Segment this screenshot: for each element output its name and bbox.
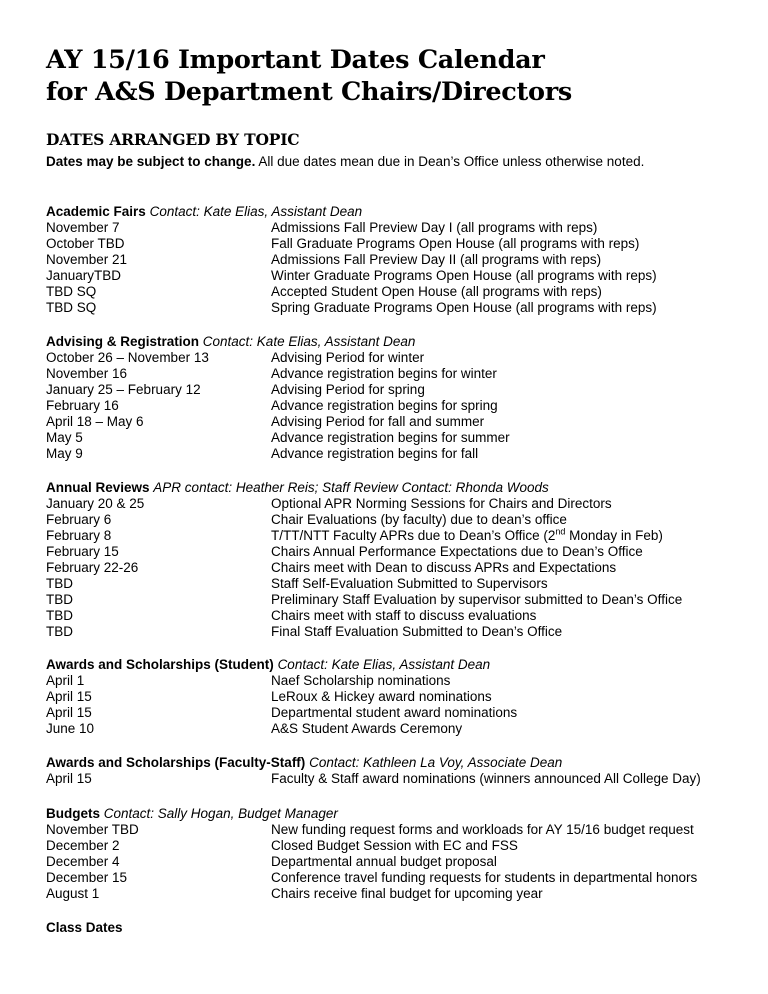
row-date: January 20 & 25 bbox=[46, 496, 145, 511]
section-heading bbox=[46, 657, 746, 673]
date-row bbox=[46, 220, 746, 236]
section-contact: Contact: Kate Elias, Assistant Dean bbox=[277, 657, 491, 672]
row-date: April 15 bbox=[46, 771, 92, 786]
section-awards-faculty-staff bbox=[46, 755, 746, 787]
row-event: Advance registration begins for spring bbox=[271, 398, 498, 413]
date-row bbox=[46, 854, 746, 870]
date-row bbox=[46, 689, 746, 705]
date-row bbox=[46, 705, 746, 721]
section-contact: Contact: Kate Elias, Assistant Dean bbox=[149, 204, 363, 219]
date-row bbox=[46, 838, 746, 854]
date-row bbox=[46, 512, 746, 528]
title-line-1: AY 15/16 Important Dates Calendar bbox=[46, 45, 545, 75]
section-title: Awards and Scholarships (Faculty-Staff) bbox=[46, 755, 306, 770]
row-date: TBD SQ bbox=[46, 300, 97, 315]
row-date: TBD bbox=[46, 592, 73, 607]
section-heading bbox=[46, 806, 746, 822]
disclaimer-note bbox=[46, 154, 644, 169]
row-date: TBD SQ bbox=[46, 284, 97, 299]
date-row bbox=[46, 528, 746, 544]
row-event: Fall Graduate Programs Open House (all programs with reps) bbox=[271, 236, 640, 251]
disclaimer-text: All due dates mean due in Dean’s Office unless otherwise noted. bbox=[258, 154, 645, 169]
row-date: December 2 bbox=[46, 838, 120, 853]
date-row bbox=[46, 398, 746, 414]
row-date: August 1 bbox=[46, 886, 100, 901]
row-date: TBD bbox=[46, 608, 73, 623]
row-event: Advising Period for spring bbox=[271, 382, 425, 397]
row-event: Optional APR Norming Sessions for Chairs and Directors bbox=[271, 496, 612, 511]
page-title bbox=[46, 44, 572, 108]
row-date: April 15 bbox=[46, 689, 92, 704]
date-row bbox=[46, 236, 746, 252]
row-event: A&S Student Awards Ceremony bbox=[271, 721, 463, 736]
row-event: Accepted Student Open House (all programs with reps) bbox=[271, 284, 602, 299]
row-date: February 8 bbox=[46, 528, 112, 543]
row-event: Conference travel funding requests for students in departmental honors bbox=[271, 870, 698, 885]
row-event: LeRoux & Hickey award nominations bbox=[271, 689, 492, 704]
section-heading bbox=[46, 920, 746, 936]
section-subheading: DATES ARRANGED BY TOPIC bbox=[46, 130, 300, 149]
row-event: Admissions Fall Preview Day I (all programs with reps) bbox=[271, 220, 598, 235]
row-event: New funding request forms and workloads for AY 15/16 budget request bbox=[271, 822, 694, 837]
section-heading bbox=[46, 755, 746, 771]
section-annual-reviews bbox=[46, 480, 746, 640]
section-heading bbox=[46, 204, 746, 220]
date-row bbox=[46, 382, 746, 398]
row-event: Chairs meet with staff to discuss evaluations bbox=[271, 608, 537, 623]
ordinal-suffix: nd bbox=[555, 526, 566, 537]
row-date: February 22-26 bbox=[46, 560, 139, 575]
row-event: Preliminary Staff Evaluation by supervisor submitted to Dean’s Office bbox=[271, 592, 683, 607]
section-contact: APR contact: Heather Reis; Staff Review Contact: Rhonda Woods bbox=[153, 480, 549, 495]
row-event: Winter Graduate Programs Open House (all programs with reps) bbox=[271, 268, 657, 283]
row-event: Advance registration begins for winter bbox=[271, 366, 497, 381]
row-date: May 9 bbox=[46, 446, 83, 461]
date-row bbox=[46, 592, 746, 608]
section-budgets bbox=[46, 806, 746, 902]
date-row bbox=[46, 300, 746, 316]
row-event bbox=[271, 528, 663, 544]
row-date: November 21 bbox=[46, 252, 128, 267]
row-event: Departmental student award nominations bbox=[271, 705, 518, 720]
section-awards-student bbox=[46, 657, 746, 737]
row-event: Chairs receive final budget for upcoming year bbox=[271, 886, 543, 901]
section-class-dates bbox=[46, 920, 746, 936]
date-row bbox=[46, 414, 746, 430]
section-contact: Contact: Sally Hogan, Budget Manager bbox=[103, 806, 338, 821]
section-contact: Contact: Kate Elias, Assistant Dean bbox=[202, 334, 416, 349]
row-event-text: T/TT/NTT Faculty APRs due to Dean’s Office (2 bbox=[271, 528, 556, 543]
date-row bbox=[46, 822, 746, 838]
date-row bbox=[46, 576, 746, 592]
section-advising-registration bbox=[46, 334, 746, 462]
date-row bbox=[46, 496, 746, 512]
row-date: January 25 – February 12 bbox=[46, 382, 201, 397]
section-academic-fairs bbox=[46, 204, 746, 316]
row-event: Final Staff Evaluation Submitted to Dean’s Office bbox=[271, 624, 563, 639]
row-date: April 15 bbox=[46, 705, 92, 720]
row-date: JanuaryTBD bbox=[46, 268, 122, 283]
row-date: April 1 bbox=[46, 673, 85, 688]
date-row bbox=[46, 268, 746, 284]
row-event: Staff Self-Evaluation Submitted to Supervisors bbox=[271, 576, 548, 591]
date-row bbox=[46, 284, 746, 300]
date-row bbox=[46, 771, 746, 787]
row-date: June 10 bbox=[46, 721, 95, 736]
row-date: November TBD bbox=[46, 822, 139, 837]
row-date: November 7 bbox=[46, 220, 120, 235]
date-row bbox=[46, 608, 746, 624]
section-title: Class Dates bbox=[46, 920, 123, 935]
section-title: Awards and Scholarships (Student) bbox=[46, 657, 274, 672]
row-event: Naef Scholarship nominations bbox=[271, 673, 451, 688]
row-event: Departmental annual budget proposal bbox=[271, 854, 497, 869]
row-event: Admissions Fall Preview Day II (all programs with reps) bbox=[271, 252, 602, 267]
date-row bbox=[46, 430, 746, 446]
date-row bbox=[46, 624, 746, 640]
row-date: December 15 bbox=[46, 870, 128, 885]
row-date: TBD bbox=[46, 576, 73, 591]
row-event: Advising Period for winter bbox=[271, 350, 425, 365]
section-title: Budgets bbox=[46, 806, 100, 821]
date-row bbox=[46, 252, 746, 268]
row-date: November 16 bbox=[46, 366, 128, 381]
row-date: April 18 – May 6 bbox=[46, 414, 144, 429]
title-line-2: for A&S Department Chairs/Directors bbox=[46, 77, 572, 107]
row-event: Advance registration begins for summer bbox=[271, 430, 510, 445]
row-date: October 26 – November 13 bbox=[46, 350, 209, 365]
row-date: December 4 bbox=[46, 854, 120, 869]
row-event: Advising Period for fall and summer bbox=[271, 414, 485, 429]
section-contact: Contact: Kathleen La Voy, Associate Dean bbox=[309, 755, 563, 770]
row-event-text: Monday in Feb) bbox=[565, 528, 663, 543]
row-date: February 16 bbox=[46, 398, 119, 413]
row-event: Chairs Annual Performance Expectations due to Dean’s Office bbox=[271, 544, 643, 559]
date-row bbox=[46, 560, 746, 576]
row-event: Chairs meet with Dean to discuss APRs and Expectations bbox=[271, 560, 617, 575]
row-event: Chair Evaluations (by faculty) due to dean’s office bbox=[271, 512, 567, 527]
row-date: February 15 bbox=[46, 544, 119, 559]
date-row bbox=[46, 721, 746, 737]
row-event: Faculty & Staff award nominations (winners announced All College Day) bbox=[271, 771, 701, 786]
date-row bbox=[46, 350, 746, 366]
row-date: February 6 bbox=[46, 512, 112, 527]
date-row bbox=[46, 870, 746, 886]
row-date: October TBD bbox=[46, 236, 125, 251]
row-date: TBD bbox=[46, 624, 73, 639]
row-event: Advance registration begins for fall bbox=[271, 446, 479, 461]
date-row bbox=[46, 544, 746, 560]
date-row bbox=[46, 366, 746, 382]
date-row bbox=[46, 446, 746, 462]
section-heading bbox=[46, 480, 746, 496]
date-row bbox=[46, 886, 746, 902]
row-date: May 5 bbox=[46, 430, 83, 445]
row-event: Closed Budget Session with EC and FSS bbox=[271, 838, 518, 853]
section-title: Annual Reviews bbox=[46, 480, 150, 495]
disclaimer-bold: Dates may be subject to change. bbox=[46, 154, 256, 169]
section-heading bbox=[46, 334, 746, 350]
section-title: Advising & Registration bbox=[46, 334, 200, 349]
section-title: Academic Fairs bbox=[46, 204, 146, 219]
date-row bbox=[46, 673, 746, 689]
row-event: Spring Graduate Programs Open House (all programs with reps) bbox=[271, 300, 657, 315]
